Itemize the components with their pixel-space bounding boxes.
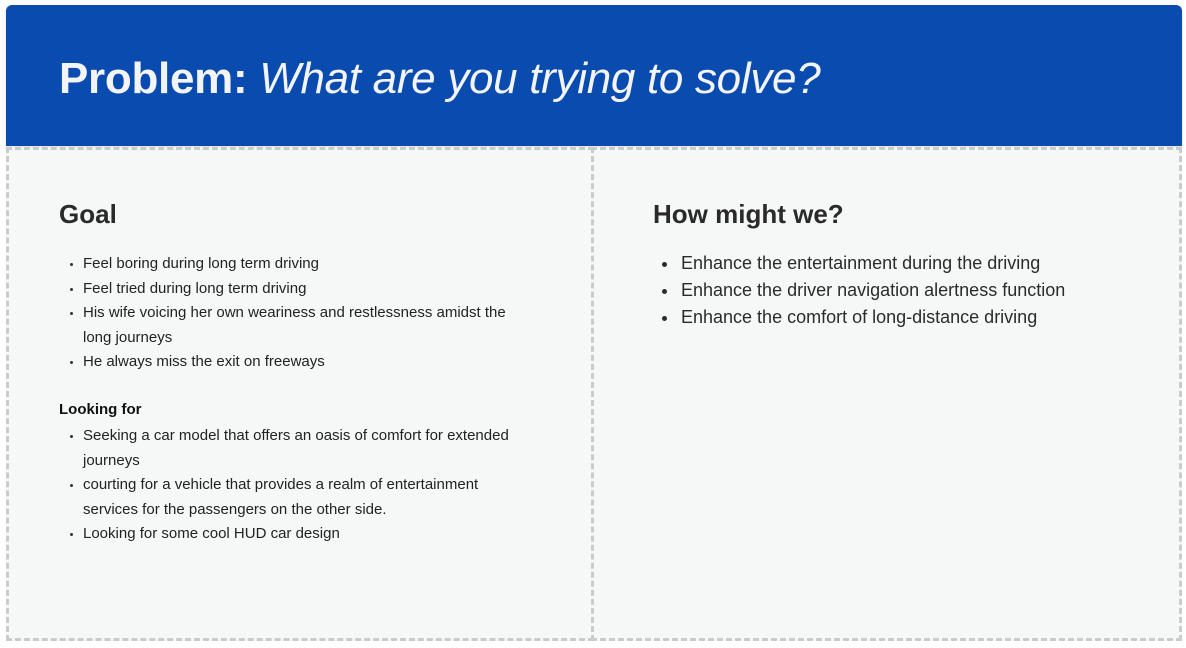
goal-list: [67, 252, 537, 375]
looking-for-list: [67, 424, 537, 547]
goal-item: Feel tried during long term driving: [67, 277, 537, 302]
header-banner: [6, 5, 1182, 146]
goal-item: He always miss the exit on freeways: [67, 350, 537, 375]
how-might-we-heading: How might we?: [653, 199, 844, 229]
page-title: [59, 51, 820, 107]
looking-for-item: Seeking a car model that offers an oasis of comfort for extended journeys: [67, 424, 537, 473]
problem-slide: [6, 5, 1182, 643]
how-might-we-panel: [591, 147, 1182, 641]
looking-for-item: Looking for some cool HUD car design: [67, 522, 537, 547]
looking-for-heading: Looking for: [59, 401, 142, 418]
looking-for-item: courting for a vehicle that provides a realm of entertainment services for the passengers on the other side.: [67, 473, 537, 522]
how-might-we-item: Enhance the entertainment during the driving: [658, 250, 1158, 277]
how-might-we-list: [658, 250, 1158, 331]
goal-item: Feel boring during long term driving: [67, 252, 537, 277]
how-might-we-item: Enhance the comfort of long-distance driving: [658, 304, 1158, 331]
goal-panel: [6, 147, 594, 641]
title-italic-part: What are you trying to solve?: [259, 54, 821, 103]
how-might-we-item: Enhance the driver navigation alertness function: [658, 277, 1158, 304]
title-bold-part: Problem:: [59, 54, 248, 103]
goal-item: His wife voicing her own weariness and restlessness amidst the long journeys: [67, 301, 537, 350]
goal-heading: Goal: [59, 199, 117, 229]
